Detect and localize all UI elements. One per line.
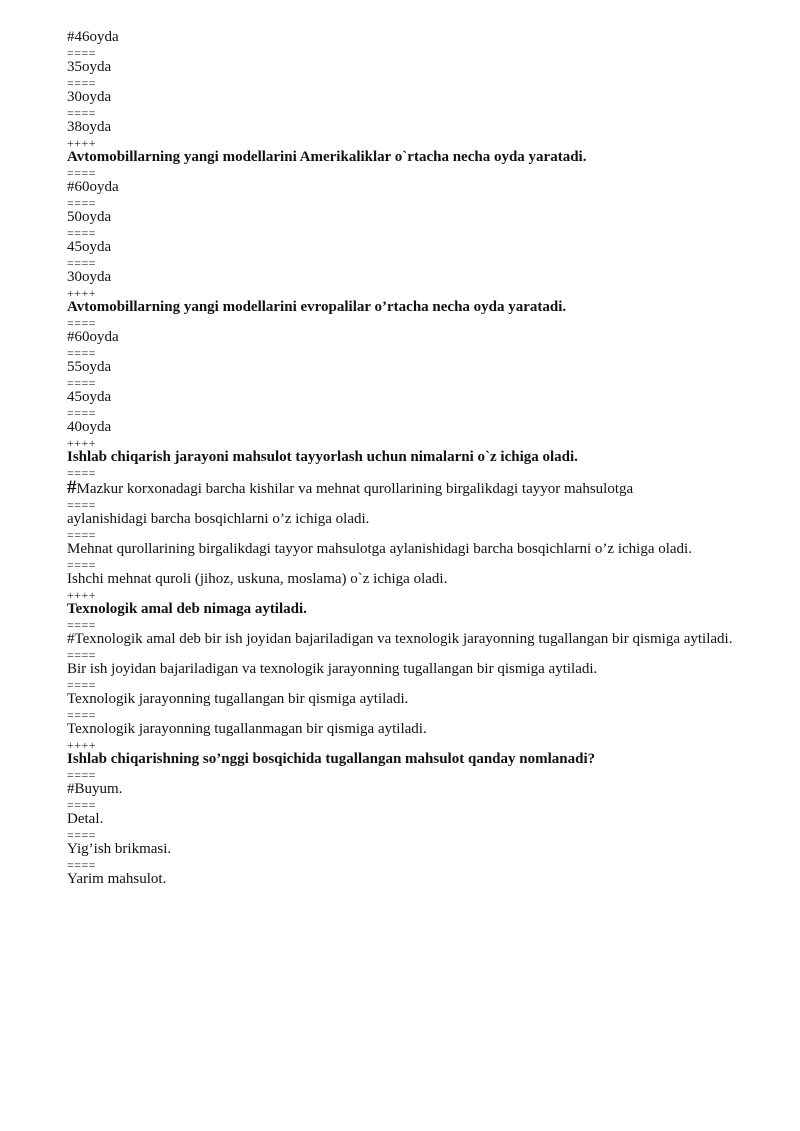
question-text: Ishlab chiqarishning so’nggi bosqichida tugallangan mahsulot qanday nomlanadi? — [67, 751, 596, 767]
answer-option: 38oyda — [67, 119, 112, 135]
question-text: Ishlab chiqarish jarayoni mahsulot tayyorlash uchun nimalarni o`z ichiga oladi. — [67, 449, 578, 465]
separator-line: ==== — [67, 528, 97, 542]
answer-option: aylanishidagi barcha bosqichlarni o’z ichiga oladi. — [67, 511, 370, 527]
separator-line: ==== — [67, 708, 97, 722]
separator-line: ==== — [67, 858, 97, 872]
question-text: Texnologik amal deb nimaga aytiladi. — [67, 601, 307, 617]
answer-option: Texnologik jarayonning tugallanmagan bir qismiga aytiladi. — [67, 721, 427, 737]
answer-option: 45oyda — [67, 389, 112, 405]
answer-option: 55oyda — [67, 359, 112, 375]
separator-line: ==== — [67, 226, 97, 240]
separator-line: ==== — [67, 498, 97, 512]
separator-line: ==== — [67, 648, 97, 662]
separator-line: ++++ — [67, 738, 97, 752]
separator-line: ==== — [67, 106, 97, 120]
answer-option: #46oyda — [67, 29, 119, 45]
separator-line: ==== — [67, 406, 97, 420]
answer-option: Bir ish joyidan bajariladigan va texnologik jarayonning tugallangan bir qismiga aytiladi. — [67, 661, 598, 677]
answer-option: #60oyda — [67, 329, 119, 345]
separator-line: ==== — [67, 316, 97, 330]
separator-line: ==== — [67, 376, 97, 390]
answer-option: Mehnat qurollarining birgalikdagi tayyor mahsulotga aylanishidagi barcha bosqichlarni o’z ichiga oladi. — [67, 541, 692, 557]
separator-line: ==== — [67, 558, 97, 572]
answer-option: #Buyum. — [67, 781, 123, 797]
question-text: Avtomobillarning yangi modellarini Amerikaliklar o`rtacha necha oyda yaratadi. — [67, 149, 587, 165]
answer-option: 30oyda — [67, 89, 112, 105]
answer-option: #Texnologik amal deb bir ish joyidan bajariladigan va texnologik jarayonning tugallangan bir qismiga aytiladi. — [67, 631, 733, 647]
answer-option-text: Mazkur korxonadagi barcha kishilar va mehnat qurollarining birgalikdagi tayyor mahsulotga — [76, 481, 634, 497]
separator-line: ==== — [67, 618, 97, 632]
separator-line: ==== — [67, 678, 97, 692]
answer-option: Yig’ish brikmasi. — [67, 841, 172, 857]
answer-option: 50oyda — [67, 209, 112, 225]
answer-option: 35oyda — [67, 59, 112, 75]
separator-line: ==== — [67, 256, 97, 270]
answer-option: Yarim mahsulot. — [67, 871, 167, 887]
question-text: Avtomobillarning yangi modellarini evropalilar o’rtacha necha oyda yaratadi. — [67, 299, 567, 315]
separator-line: ==== — [67, 798, 97, 812]
answer-option — [67, 479, 761, 498]
separator-line: ++++ — [67, 136, 97, 150]
separator-line: ++++ — [67, 436, 97, 450]
separator-line: ==== — [67, 76, 97, 90]
test-document — [67, 29, 761, 890]
separator-line: ==== — [67, 46, 97, 60]
separator-line: ==== — [67, 346, 97, 360]
separator-line: ==== — [67, 196, 97, 210]
separator-line: ++++ — [67, 286, 97, 300]
answer-option: Texnologik jarayonning tugallangan bir qismiga aytiladi. — [67, 691, 409, 707]
answer-option: Detal. — [67, 811, 104, 827]
answer-option: #60oyda — [67, 179, 119, 195]
answer-option: 45oyda — [67, 239, 112, 255]
separator-line: ==== — [67, 828, 97, 842]
separator-line: ==== — [67, 166, 97, 180]
separator-line: ==== — [67, 768, 97, 782]
answer-option: Ishchi mehnat quroli (jihoz, uskuna, moslama) o`z ichiga oladi. — [67, 571, 448, 587]
answer-option: 30oyda — [67, 269, 112, 285]
separator-line: ==== — [67, 466, 97, 480]
correct-answer-marker: # — [67, 477, 77, 498]
separator-line: ++++ — [67, 588, 97, 602]
answer-option: 40oyda — [67, 419, 112, 435]
